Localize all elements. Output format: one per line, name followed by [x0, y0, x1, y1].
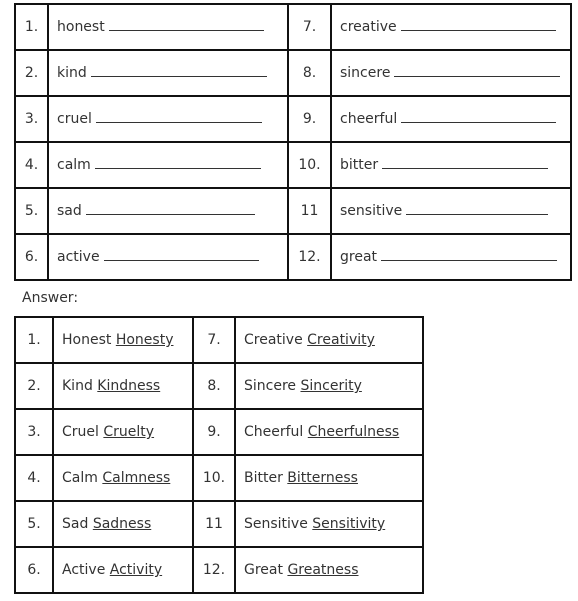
exercise-word: sensitive: [340, 203, 403, 219]
answer-number: 4.: [16, 456, 54, 502]
exercise-word: cheerful: [340, 111, 398, 127]
exercise-number: 1.: [16, 5, 49, 51]
answer-number: 8.: [194, 364, 236, 410]
answer-number: 9.: [194, 410, 236, 456]
noun-answer: Activity: [109, 562, 163, 578]
noun-answer: Sensitivity: [312, 516, 386, 532]
adjective: Calm: [62, 470, 98, 486]
answer-number: 10.: [194, 456, 236, 502]
answer-row: [16, 364, 424, 410]
adjective: Cruel: [62, 424, 99, 440]
answer-row: [16, 456, 424, 502]
adjective: Sensitive: [244, 516, 308, 532]
exercise-number: 12.: [289, 235, 332, 281]
answer-blank: [109, 29, 264, 31]
answer-number: 12.: [194, 548, 236, 594]
exercise-word: calm: [57, 157, 91, 173]
exercise-cell: [49, 5, 289, 51]
exercise-number: 6.: [16, 235, 49, 281]
exercise-row: [16, 97, 572, 143]
answer-blank: [86, 213, 255, 215]
exercise-number: 7.: [289, 5, 332, 51]
answer-blank: [381, 259, 557, 261]
exercise-row: [16, 143, 572, 189]
adjective: Cheerful: [244, 424, 304, 440]
answer-cell: [54, 502, 194, 548]
exercise-number: 8.: [289, 51, 332, 97]
noun-answer: Sadness: [92, 516, 152, 532]
exercise-number: 5.: [16, 189, 49, 235]
exercise-row: [16, 235, 572, 281]
exercise-word: cruel: [57, 111, 92, 127]
answer-number: 7.: [194, 318, 236, 364]
exercise-cell: [49, 97, 289, 143]
noun-answer: Honesty: [115, 332, 174, 348]
adjective: Honest: [62, 332, 112, 348]
adjective: Sad: [62, 516, 89, 532]
answer-row: [16, 548, 424, 594]
exercise-number: 4.: [16, 143, 49, 189]
adjective: Great: [244, 562, 283, 578]
answer-number: 2.: [16, 364, 54, 410]
answer-number: 11: [194, 502, 236, 548]
exercise-cell: [332, 189, 572, 235]
answer-blank: [95, 167, 261, 169]
exercise-cell: [49, 235, 289, 281]
exercise-cell: [332, 51, 572, 97]
answer-row: [16, 410, 424, 456]
exercise-word: honest: [57, 19, 105, 35]
noun-answer: Calmness: [102, 470, 171, 486]
adjective: Creative: [244, 332, 303, 348]
answer-cell: [54, 456, 194, 502]
exercise-cell: [49, 189, 289, 235]
exercise-cell: [332, 235, 572, 281]
answer-cell: [236, 456, 424, 502]
exercise-word: active: [57, 249, 100, 265]
noun-answer: Greatness: [287, 562, 359, 578]
adjective: Active: [62, 562, 106, 578]
answer-blank: [401, 29, 556, 31]
exercise-cell: [332, 143, 572, 189]
exercise-word: sincere: [340, 65, 391, 81]
exercise-number: 10.: [289, 143, 332, 189]
exercise-word: creative: [340, 19, 397, 35]
answer-blank: [382, 167, 548, 169]
exercise-word: bitter: [340, 157, 379, 173]
answer-blank: [401, 121, 556, 123]
answer-blank: [96, 121, 262, 123]
answer-number: 3.: [16, 410, 54, 456]
exercise-cell: [332, 97, 572, 143]
answer-row: [16, 318, 424, 364]
answer-row: [16, 502, 424, 548]
answer-label: Answer:: [22, 290, 79, 306]
exercise-word: kind: [57, 65, 87, 81]
noun-answer: Bitterness: [287, 470, 358, 486]
adjective: Bitter: [244, 470, 283, 486]
answer-cell: [54, 410, 194, 456]
noun-answer: Creativity: [307, 332, 375, 348]
answer-table: [14, 316, 424, 594]
noun-answer: Cheerfulness: [307, 424, 400, 440]
exercise-table: [14, 3, 572, 281]
exercise-cell: [332, 5, 572, 51]
answer-cell: [236, 364, 424, 410]
exercise-row: [16, 189, 572, 235]
answer-cell: [236, 410, 424, 456]
exercise-row: [16, 5, 572, 51]
exercise-row: [16, 51, 572, 97]
noun-answer: Kindness: [97, 378, 161, 394]
exercise-cell: [49, 51, 289, 97]
answer-blank: [394, 75, 560, 77]
answer-number: 1.: [16, 318, 54, 364]
answer-number: 5.: [16, 502, 54, 548]
exercise-number: 11: [289, 189, 332, 235]
exercise-number: 2.: [16, 51, 49, 97]
adjective: Kind: [62, 378, 93, 394]
answer-blank: [91, 75, 267, 77]
answer-cell: [236, 548, 424, 594]
noun-answer: Cruelty: [103, 424, 155, 440]
answer-blank: [104, 259, 259, 261]
exercise-word: sad: [57, 203, 82, 219]
noun-answer: Sincerity: [300, 378, 362, 394]
exercise-number: 9.: [289, 97, 332, 143]
answer-cell: [54, 548, 194, 594]
answer-number: 6.: [16, 548, 54, 594]
exercise-word: great: [340, 249, 378, 265]
answer-blank: [406, 213, 548, 215]
exercise-cell: [49, 143, 289, 189]
answer-cell: [54, 318, 194, 364]
exercise-number: 3.: [16, 97, 49, 143]
answer-cell: [54, 364, 194, 410]
adjective: Sincere: [244, 378, 297, 394]
answer-cell: [236, 502, 424, 548]
answer-cell: [236, 318, 424, 364]
